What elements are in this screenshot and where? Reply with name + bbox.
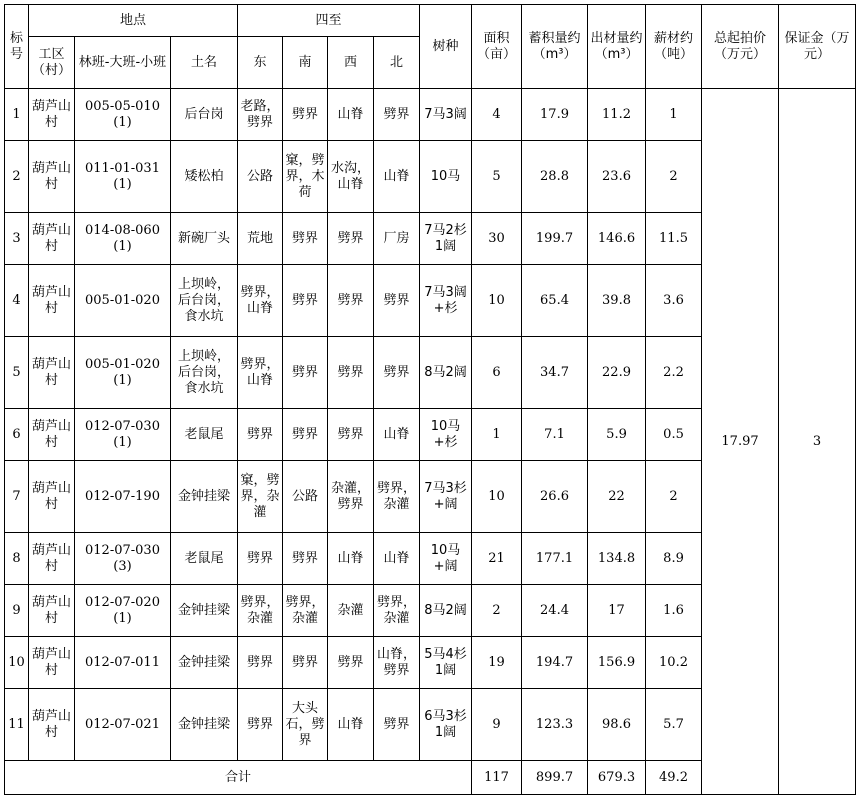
header-local-name: 土名 (171, 37, 238, 89)
cell-west: 劈界 (328, 409, 374, 461)
cell-south: 劈界 (283, 337, 328, 409)
total-area: 117 (472, 761, 522, 795)
cell-north: 山脊，劈界 (374, 637, 420, 689)
cell-bid-no: 9 (5, 585, 29, 637)
header-south: 南 (283, 37, 328, 89)
header-row-1 (5, 5, 856, 37)
header-stock: 蓄积量约（m³） (522, 5, 588, 89)
cell-village: 葫芦山村 (29, 213, 75, 265)
header-location: 地点 (29, 5, 238, 37)
cell-bid-no: 2 (5, 141, 29, 213)
cell-stock: 34.7 (522, 337, 588, 409)
cell-east: 劈界 (238, 533, 283, 585)
header-work-area: 工区（村） (29, 37, 75, 89)
cell-east: 老路，劈界 (238, 89, 283, 141)
cell-village: 葫芦山村 (29, 533, 75, 585)
cell-lot-no: 012-07-030(1) (75, 409, 171, 461)
cell-local-name: 老鼠尾 (171, 409, 238, 461)
cell-lot-no: 012-07-030(3) (75, 533, 171, 585)
cell-stock: 26.6 (522, 461, 588, 533)
cell-bid-no: 6 (5, 409, 29, 461)
cell-west: 山脊 (328, 533, 374, 585)
cell-timber: 146.6 (588, 213, 646, 265)
cell-lot-no: 011-01-031(1) (75, 141, 171, 213)
cell-timber: 17 (588, 585, 646, 637)
total-label: 合计 (5, 761, 472, 795)
cell-north: 劈界 (374, 337, 420, 409)
cell-south: 劈界 (283, 265, 328, 337)
cell-local-name: 金钟挂梁 (171, 689, 238, 761)
cell-area: 9 (472, 689, 522, 761)
cell-north: 劈界，杂灌 (374, 461, 420, 533)
cell-village: 葫芦山村 (29, 337, 75, 409)
cell-south: 劈界 (283, 637, 328, 689)
cell-bid-no: 8 (5, 533, 29, 585)
total-timber: 679.3 (588, 761, 646, 795)
cell-area: 5 (472, 141, 522, 213)
cell-area: 19 (472, 637, 522, 689)
cell-south: 大头石，劈界 (283, 689, 328, 761)
cell-east: 劈界，山脊 (238, 337, 283, 409)
cell-bid-no: 10 (5, 637, 29, 689)
cell-timber: 39.8 (588, 265, 646, 337)
cell-east: 劈界 (238, 637, 283, 689)
cell-south: 劈界 (283, 533, 328, 585)
cell-species: 5马4杉1阔 (420, 637, 472, 689)
cell-fuelwood: 5.7 (646, 689, 702, 761)
cell-south: 公路 (283, 461, 328, 533)
cell-deposit-total: 3 (779, 89, 856, 795)
cell-west: 杂灌 (328, 585, 374, 637)
cell-bid-no: 5 (5, 337, 29, 409)
cell-fuelwood: 3.6 (646, 265, 702, 337)
cell-area: 6 (472, 337, 522, 409)
cell-south: 劈界，杂灌 (283, 585, 328, 637)
cell-north: 劈界 (374, 265, 420, 337)
header-timber: 出材量约（m³） (588, 5, 646, 89)
cell-stock: 7.1 (522, 409, 588, 461)
auction-table (4, 4, 856, 795)
header-species: 树种 (420, 5, 472, 89)
cell-timber: 5.9 (588, 409, 646, 461)
cell-fuelwood: 11.5 (646, 213, 702, 265)
cell-west: 杂灌，劈界 (328, 461, 374, 533)
cell-east: 荒地 (238, 213, 283, 265)
cell-start-price-total: 17.97 (702, 89, 779, 795)
cell-fuelwood: 1 (646, 89, 702, 141)
header-west: 西 (328, 37, 374, 89)
cell-lot-no: 012-07-021 (75, 689, 171, 761)
total-stock: 899.7 (522, 761, 588, 795)
cell-local-name: 老鼠尾 (171, 533, 238, 585)
cell-bid-no: 4 (5, 265, 29, 337)
cell-bid-no: 7 (5, 461, 29, 533)
cell-west: 山脊 (328, 89, 374, 141)
cell-lot-no: 014-08-060(1) (75, 213, 171, 265)
cell-stock: 199.7 (522, 213, 588, 265)
cell-village: 葫芦山村 (29, 689, 75, 761)
cell-timber: 23.6 (588, 141, 646, 213)
header-boundaries: 四至 (238, 5, 420, 37)
cell-local-name: 金钟挂梁 (171, 637, 238, 689)
cell-local-name: 新碗厂头 (171, 213, 238, 265)
cell-species: 10马+杉 (420, 409, 472, 461)
cell-stock: 177.1 (522, 533, 588, 585)
cell-stock: 28.8 (522, 141, 588, 213)
cell-stock: 194.7 (522, 637, 588, 689)
table-row (5, 89, 856, 141)
header-area: 面积（亩） (472, 5, 522, 89)
cell-north: 劈界，杂灌 (374, 585, 420, 637)
cell-local-name: 后台岗 (171, 89, 238, 141)
cell-area: 10 (472, 265, 522, 337)
cell-bid-no: 1 (5, 89, 29, 141)
cell-village: 葫芦山村 (29, 585, 75, 637)
cell-north: 山脊 (374, 533, 420, 585)
cell-west: 劈界 (328, 265, 374, 337)
cell-fuelwood: 2 (646, 461, 702, 533)
cell-fuelwood: 2 (646, 141, 702, 213)
cell-south: 劈界 (283, 409, 328, 461)
cell-species: 6马3杉1阔 (420, 689, 472, 761)
cell-west: 劈界 (328, 337, 374, 409)
cell-bid-no: 11 (5, 689, 29, 761)
header-fuelwood: 薪材约（吨） (646, 5, 702, 89)
cell-east: 窠，劈界，杂灌 (238, 461, 283, 533)
cell-village: 葫芦山村 (29, 265, 75, 337)
cell-species: 7马3阔+杉 (420, 265, 472, 337)
cell-west: 劈界 (328, 637, 374, 689)
cell-north: 厂房 (374, 213, 420, 265)
cell-timber: 11.2 (588, 89, 646, 141)
cell-fuelwood: 2.2 (646, 337, 702, 409)
header-north: 北 (374, 37, 420, 89)
cell-area: 21 (472, 533, 522, 585)
cell-stock: 17.9 (522, 89, 588, 141)
cell-north: 山脊 (374, 141, 420, 213)
cell-species: 7马2杉1阔 (420, 213, 472, 265)
cell-species: 7马3阔 (420, 89, 472, 141)
cell-local-name: 上坝岭，后台岗，食水坑 (171, 265, 238, 337)
cell-area: 2 (472, 585, 522, 637)
cell-north: 劈界 (374, 89, 420, 141)
cell-south: 窠，劈界，木荷 (283, 141, 328, 213)
cell-village: 葫芦山村 (29, 141, 75, 213)
cell-north: 山脊 (374, 409, 420, 461)
cell-area: 10 (472, 461, 522, 533)
cell-stock: 24.4 (522, 585, 588, 637)
header-bid-no: 标号 (5, 5, 29, 89)
cell-species: 8马2阔 (420, 585, 472, 637)
cell-east: 公路 (238, 141, 283, 213)
cell-species: 10马+阔 (420, 533, 472, 585)
cell-fuelwood: 1.6 (646, 585, 702, 637)
cell-east: 劈界 (238, 689, 283, 761)
cell-north: 劈界 (374, 689, 420, 761)
cell-species: 7马3杉+阔 (420, 461, 472, 533)
cell-fuelwood: 10.2 (646, 637, 702, 689)
cell-west: 劈界 (328, 213, 374, 265)
header-start-price: 总起拍价（万元） (702, 5, 779, 89)
cell-timber: 98.6 (588, 689, 646, 761)
header-lot-no: 林班-大班-小班 (75, 37, 171, 89)
cell-east: 劈界，山脊 (238, 265, 283, 337)
cell-south: 劈界 (283, 213, 328, 265)
cell-area: 1 (472, 409, 522, 461)
cell-local-name: 金钟挂梁 (171, 461, 238, 533)
cell-area: 4 (472, 89, 522, 141)
cell-local-name: 金钟挂梁 (171, 585, 238, 637)
cell-fuelwood: 8.9 (646, 533, 702, 585)
header-east: 东 (238, 37, 283, 89)
cell-south: 劈界 (283, 89, 328, 141)
cell-village: 葫芦山村 (29, 409, 75, 461)
cell-local-name: 矮松柏 (171, 141, 238, 213)
cell-village: 葫芦山村 (29, 461, 75, 533)
cell-lot-no: 005-05-010(1) (75, 89, 171, 141)
cell-stock: 65.4 (522, 265, 588, 337)
cell-area: 30 (472, 213, 522, 265)
cell-bid-no: 3 (5, 213, 29, 265)
total-fuelwood: 49.2 (646, 761, 702, 795)
cell-west: 山脊 (328, 689, 374, 761)
cell-lot-no: 005-01-020(1) (75, 337, 171, 409)
cell-lot-no: 005-01-020 (75, 265, 171, 337)
cell-village: 葫芦山村 (29, 89, 75, 141)
cell-lot-no: 012-07-020(1) (75, 585, 171, 637)
cell-timber: 134.8 (588, 533, 646, 585)
cell-lot-no: 012-07-011 (75, 637, 171, 689)
cell-species: 10马 (420, 141, 472, 213)
cell-east: 劈界 (238, 409, 283, 461)
cell-lot-no: 012-07-190 (75, 461, 171, 533)
cell-timber: 156.9 (588, 637, 646, 689)
cell-fuelwood: 0.5 (646, 409, 702, 461)
cell-timber: 22.9 (588, 337, 646, 409)
cell-local-name: 上坝岭，后台岗，食水坑 (171, 337, 238, 409)
header-deposit: 保证金（万元） (779, 5, 856, 89)
cell-west: 水沟，山脊 (328, 141, 374, 213)
cell-timber: 22 (588, 461, 646, 533)
cell-stock: 123.3 (522, 689, 588, 761)
cell-village: 葫芦山村 (29, 637, 75, 689)
cell-east: 劈界，杂灌 (238, 585, 283, 637)
cell-species: 8马2阔 (420, 337, 472, 409)
